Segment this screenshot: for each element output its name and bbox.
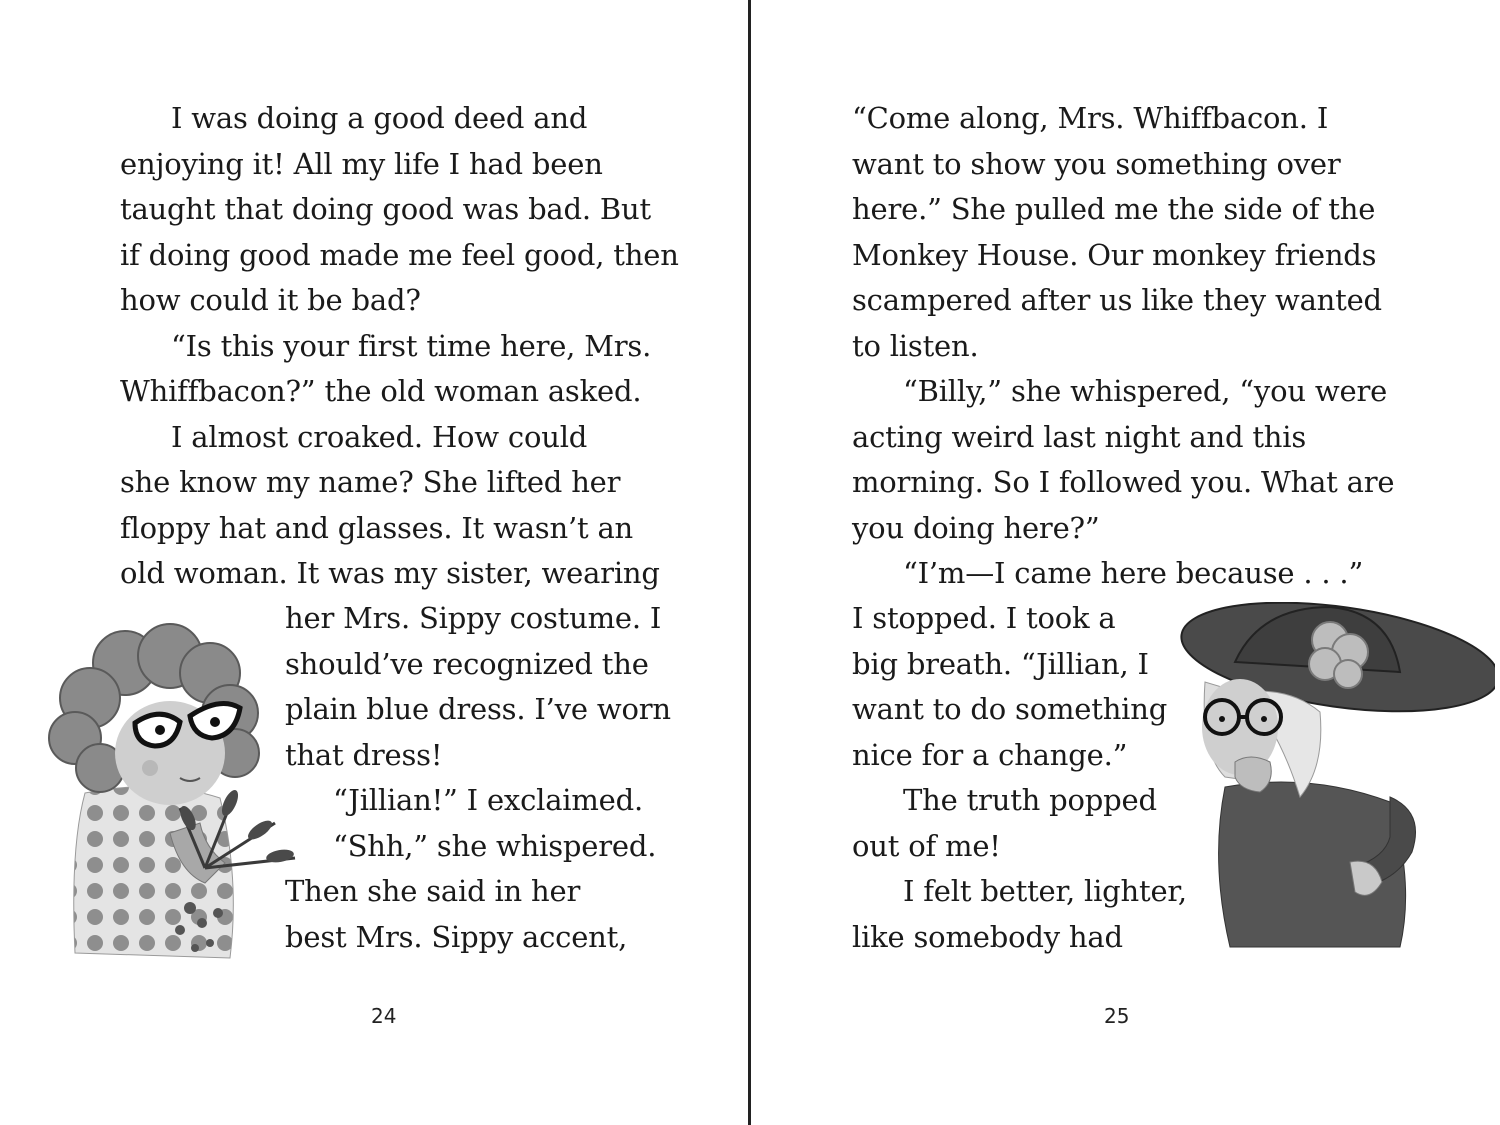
right-line-2: want to show you something over [852, 147, 1341, 181]
left-line-13: should’ve recognized the [285, 647, 649, 681]
right-line-17: out of me! [852, 829, 1001, 863]
page-number-left: 24 [371, 1004, 397, 1028]
left-line-6: “Is this your first time here, Mrs. [171, 329, 652, 363]
left-line-16: “Jillian!” I exclaimed. [333, 783, 643, 817]
right-line-8: acting weird last night and this [852, 420, 1307, 454]
billy-hat-illustration [1150, 602, 1495, 952]
left-line-12: her Mrs. Sippy costume. I [285, 601, 662, 635]
right-line-7: “Billy,” she whispered, “you were [903, 374, 1388, 408]
left-page [0, 0, 748, 1125]
left-line-14: plain blue dress. I’ve worn [285, 692, 671, 726]
left-line-1: I was doing a good deed and [171, 101, 588, 135]
right-line-18: I felt better, lighter, [903, 874, 1187, 908]
left-line-15: that dress! [285, 738, 443, 772]
right-line-11: “I’m—I came here because . . .” [903, 556, 1364, 590]
left-line-5: how could it be bad? [120, 283, 421, 317]
right-line-1: “Come along, Mrs. Whiffbacon. I [852, 101, 1329, 135]
right-page [752, 0, 1500, 1125]
left-line-18: Then she said in her [285, 874, 581, 908]
left-line-19: best Mrs. Sippy accent, [285, 920, 628, 954]
left-line-17: “Shh,” she whispered. [333, 829, 657, 863]
left-line-4: if doing good made me feel good, then [120, 238, 679, 272]
left-line-3: taught that doing good was bad. But [120, 192, 651, 226]
right-line-3: here.” She pulled me the side of the [852, 192, 1376, 226]
right-line-14: want to do something [852, 692, 1168, 726]
left-line-10: floppy hat and glasses. It wasn’t an [120, 511, 634, 545]
left-line-7: Whiffbacon?” the old woman asked. [120, 374, 642, 408]
right-line-5: scampered after us like they wanted [852, 283, 1382, 317]
right-line-13: big breath. “Jillian, I [852, 647, 1149, 681]
left-line-2: enjoying it! All my life I had been [120, 147, 603, 181]
right-line-16: The truth popped [903, 783, 1157, 817]
left-line-8: I almost croaked. How could [171, 420, 588, 454]
page-number-right: 25 [1104, 1004, 1130, 1028]
right-line-12: I stopped. I took a [852, 601, 1116, 635]
book-gutter [748, 0, 751, 1125]
right-line-6: to listen. [852, 329, 979, 363]
left-line-11: old woman. It was my sister, wearing [120, 556, 660, 590]
left-line-9: she know my name? She lifted her [120, 465, 621, 499]
right-line-9: morning. So I followed you. What are [852, 465, 1395, 499]
jillian-costume-illustration [30, 618, 300, 970]
right-line-10: you doing here?” [852, 511, 1100, 545]
right-line-19: like somebody had [852, 920, 1123, 954]
right-line-4: Monkey House. Our monkey friends [852, 238, 1377, 272]
right-line-15: nice for a change.” [852, 738, 1128, 772]
